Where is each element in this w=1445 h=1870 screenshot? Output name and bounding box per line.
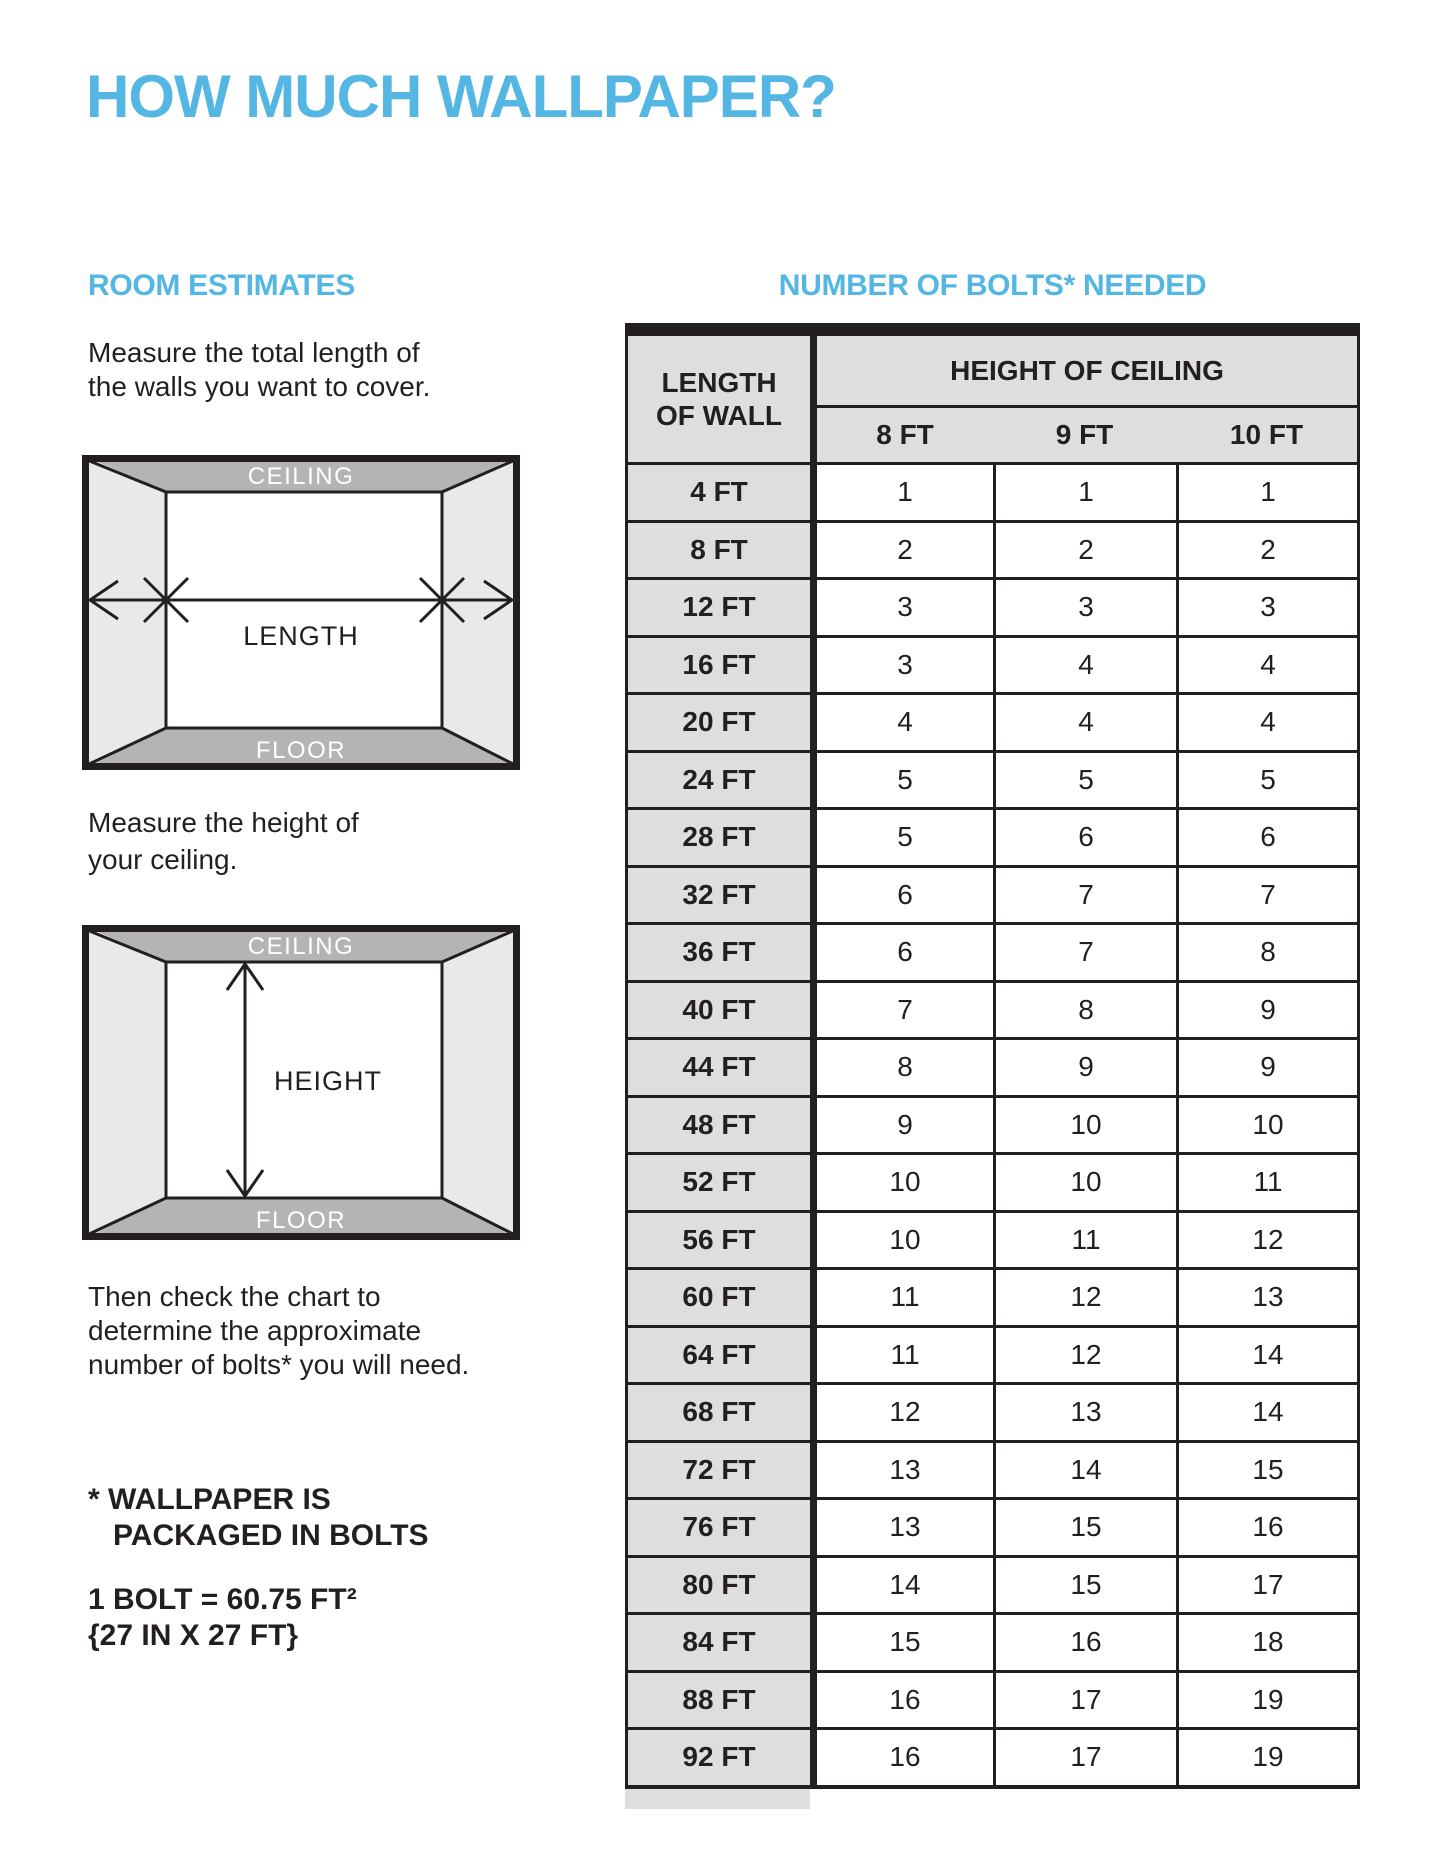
bolt-count-cell: 11	[810, 1325, 993, 1383]
wall-length-cell: 52 FT	[628, 1152, 810, 1210]
height-instruction-line2: your ceiling.	[88, 844, 238, 875]
bolt-count-cell: 4	[1176, 635, 1357, 693]
ceiling-label: CEILING	[247, 463, 355, 490]
wall-length-cell: 72 FT	[628, 1440, 810, 1498]
wall-length-cell: 76 FT	[628, 1497, 810, 1555]
bolt-count-cell: 6	[810, 922, 993, 980]
bolt-count-cell: 3	[810, 577, 993, 635]
length-of-wall-line2: OF WALL	[656, 400, 782, 431]
wall-length-cell: 32 FT	[628, 865, 810, 923]
bolt-count-cell: 8	[993, 980, 1176, 1038]
bolt-count-cell: 3	[810, 635, 993, 693]
bolt-count-cell: 10	[810, 1210, 993, 1268]
bolt-count-cell: 6	[810, 865, 993, 923]
floor-label: FLOOR	[255, 737, 347, 764]
bolt-count-cell: 2	[993, 520, 1176, 578]
bolt-count-cell: 14	[1176, 1382, 1357, 1440]
bolt-count-cell: 18	[1176, 1612, 1357, 1670]
bolt-count-cell: 7	[810, 980, 993, 1038]
bolt-count-cell: 5	[1176, 750, 1357, 808]
chart-instruction-line3: number of bolts* you will need.	[88, 1349, 470, 1380]
bolt-count-cell: 2	[1176, 520, 1357, 578]
bolt-count-cell: 16	[1176, 1497, 1357, 1555]
bolt-count-cell: 9	[1176, 980, 1357, 1038]
wall-length-cell: 20 FT	[628, 692, 810, 750]
bolt-count-cell: 19	[1176, 1670, 1357, 1728]
wall-length-cell: 88 FT	[628, 1670, 810, 1728]
wall-length-cell: 24 FT	[628, 750, 810, 808]
table-body	[625, 336, 1360, 1789]
wall-length-cell: 28 FT	[628, 807, 810, 865]
bolt-count-cell: 8	[1176, 922, 1357, 980]
wall-length-cell: 68 FT	[628, 1382, 810, 1440]
length-of-wall-line1: LENGTH	[661, 367, 777, 398]
wall-length-cell: 56 FT	[628, 1210, 810, 1268]
bolt-count-cell: 13	[993, 1382, 1176, 1440]
bolts-table	[625, 323, 1360, 1789]
table-footer-tail	[625, 1789, 810, 1809]
room-length-diagram	[82, 455, 520, 770]
page-title: HOW MUCH WALLPAPER?	[86, 63, 836, 130]
wall-length-cell: 92 FT	[628, 1727, 810, 1785]
bolt-count-cell: 10	[1176, 1095, 1357, 1153]
floor-label: FLOOR	[255, 1207, 347, 1234]
bolt-count-cell: 12	[810, 1382, 993, 1440]
bolt-count-cell: 11	[810, 1267, 993, 1325]
wall-length-cell: 4 FT	[628, 462, 810, 520]
bolt-count-cell: 10	[993, 1095, 1176, 1153]
length-label: LENGTH	[243, 621, 359, 651]
bolt-count-cell: 10	[810, 1152, 993, 1210]
wall-length-cell: 84 FT	[628, 1612, 810, 1670]
bolt-count-cell: 15	[993, 1555, 1176, 1613]
table-header	[628, 336, 1357, 462]
chart-instruction-text	[88, 1280, 469, 1382]
chart-instruction-line2: determine the approximate	[88, 1315, 422, 1346]
bolt-count-cell: 14	[1176, 1325, 1357, 1383]
bolt-count-cell: 5	[810, 807, 993, 865]
right-wall	[442, 925, 520, 1240]
bolt-count-cell: 15	[993, 1497, 1176, 1555]
bolt-count-cell: 15	[810, 1612, 993, 1670]
bolt-count-cell: 11	[1176, 1152, 1357, 1210]
bolt-size-line1: 1 BOLT = 60.75 FT²	[88, 1583, 357, 1616]
wall-length-cell: 8 FT	[628, 520, 810, 578]
bolt-count-cell: 14	[810, 1555, 993, 1613]
wall-length-cell: 12 FT	[628, 577, 810, 635]
wall-length-cell: 64 FT	[628, 1325, 810, 1383]
bolt-count-cell: 2	[810, 520, 993, 578]
bolt-count-cell: 14	[993, 1440, 1176, 1498]
back-wall	[166, 492, 442, 728]
bolt-count-cell: 7	[993, 922, 1176, 980]
height-instruction-line1: Measure the height of	[88, 807, 359, 838]
bolt-count-cell: 10	[993, 1152, 1176, 1210]
bolt-count-cell: 6	[1176, 807, 1357, 865]
chart-instruction-line1: Then check the chart to	[88, 1281, 381, 1312]
bolts-footnote-line2: PACKAGED IN BOLTS	[113, 1519, 429, 1552]
wall-length-cell: 44 FT	[628, 1037, 810, 1095]
bolt-size-info	[88, 1582, 357, 1654]
ceiling-10ft-header: 10 FT	[1176, 408, 1357, 462]
room-estimates-heading: ROOM ESTIMATES	[88, 269, 355, 302]
bolt-count-cell: 3	[993, 577, 1176, 635]
bolt-count-cell: 16	[993, 1612, 1176, 1670]
bolt-count-cell: 13	[810, 1440, 993, 1498]
length-instruction-line1: Measure the total length of	[88, 337, 420, 368]
bolt-count-cell: 16	[810, 1670, 993, 1728]
bolt-count-cell: 1	[1176, 462, 1357, 520]
table-rows	[628, 462, 1357, 1785]
length-of-wall-header	[628, 336, 810, 462]
bolt-count-cell: 9	[1176, 1037, 1357, 1095]
wall-length-cell: 80 FT	[628, 1555, 810, 1613]
bolt-count-cell: 4	[993, 692, 1176, 750]
bolt-count-cell: 4	[1176, 692, 1357, 750]
length-instruction-text	[88, 336, 430, 404]
bolt-count-cell: 19	[1176, 1727, 1357, 1785]
bolt-count-cell: 4	[993, 635, 1176, 693]
bolt-count-cell: 8	[810, 1037, 993, 1095]
bolt-count-cell: 17	[993, 1670, 1176, 1728]
wall-length-cell: 48 FT	[628, 1095, 810, 1153]
height-instruction-text	[88, 804, 359, 878]
bolt-count-cell: 12	[993, 1267, 1176, 1325]
bolt-count-cell: 6	[993, 807, 1176, 865]
bolt-count-cell: 5	[810, 750, 993, 808]
bolts-needed-heading: NUMBER OF BOLTS* NEEDED	[778, 269, 1207, 302]
left-wall	[82, 925, 166, 1240]
bolts-footnote	[88, 1482, 429, 1554]
bolt-count-cell: 17	[993, 1727, 1176, 1785]
bolt-count-cell: 15	[1176, 1440, 1357, 1498]
wall-length-cell: 60 FT	[628, 1267, 810, 1325]
bolts-footnote-line1: * WALLPAPER IS	[88, 1483, 331, 1516]
ceiling-8ft-header: 8 FT	[810, 408, 993, 462]
bolt-count-cell: 3	[1176, 577, 1357, 635]
length-instruction-line2: the walls you want to cover.	[88, 371, 431, 402]
wall-length-cell: 16 FT	[628, 635, 810, 693]
wall-length-cell: 40 FT	[628, 980, 810, 1038]
height-of-ceiling-header: HEIGHT OF CEILING	[810, 336, 1357, 408]
height-label: HEIGHT	[274, 1066, 383, 1096]
room-height-diagram	[82, 925, 520, 1240]
bolt-count-cell: 11	[993, 1210, 1176, 1268]
bolt-size-line2: {27 IN X 27 FT}	[88, 1619, 299, 1652]
bolt-count-cell: 13	[1176, 1267, 1357, 1325]
bolt-count-cell: 1	[993, 462, 1176, 520]
bolt-count-cell: 12	[1176, 1210, 1357, 1268]
bolt-count-cell: 9	[810, 1095, 993, 1153]
bolt-count-cell: 9	[993, 1037, 1176, 1095]
bolt-count-cell: 5	[993, 750, 1176, 808]
ceiling-label: CEILING	[247, 933, 355, 960]
wall-length-cell: 36 FT	[628, 922, 810, 980]
bolt-count-cell: 1	[810, 462, 993, 520]
bolt-count-cell: 7	[993, 865, 1176, 923]
bolt-count-cell: 4	[810, 692, 993, 750]
bolt-count-cell: 12	[993, 1325, 1176, 1383]
bolt-count-cell: 16	[810, 1727, 993, 1785]
bolt-count-cell: 13	[810, 1497, 993, 1555]
ceiling-9ft-header: 9 FT	[993, 408, 1176, 462]
bolt-count-cell: 7	[1176, 865, 1357, 923]
table-top-bar	[625, 323, 1360, 336]
bolt-count-cell: 17	[1176, 1555, 1357, 1613]
